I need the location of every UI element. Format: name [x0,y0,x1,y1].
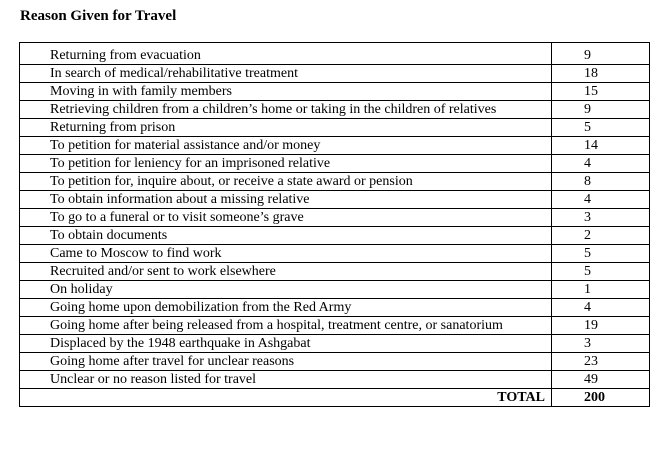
table-row [20,173,650,191]
reason-cell: Going home after travel for unclear reasons [20,353,552,371]
reason-cell: To go to a funeral or to visit someone’s grave [20,209,552,227]
count-cell: 3 [552,209,650,227]
table-row [20,43,650,65]
count-cell: 1 [552,281,650,299]
table-row [20,137,650,155]
table-row [20,65,650,83]
table-row [20,281,650,299]
reason-cell: Moving in with family members [20,83,552,101]
total-count: 200 [552,389,650,407]
reason-cell: Came to Moscow to find work [20,245,552,263]
count-cell: 4 [552,191,650,209]
reason-cell: Retrieving children from a children’s home or taking in the children of relatives [20,101,552,119]
reason-cell: Going home upon demobilization from the Red Army [20,299,552,317]
count-cell: 15 [552,83,650,101]
reason-cell: To petition for leniency for an imprisoned relative [20,155,552,173]
travel-reasons-table [19,42,650,407]
count-cell: 19 [552,317,650,335]
reason-cell: To obtain information about a missing relative [20,191,552,209]
reason-cell: Going home after being released from a hospital, treatment centre, or sanatorium [20,317,552,335]
count-cell: 5 [552,119,650,137]
count-cell: 5 [552,263,650,281]
table-row [20,119,650,137]
table-row [20,155,650,173]
count-cell: 8 [552,173,650,191]
count-cell: 9 [552,43,650,65]
reason-cell: Displaced by the 1948 earthquake in Ashgabat [20,335,552,353]
page-title: Reason Given for Travel [20,8,177,24]
table-row [20,263,650,281]
total-row [20,389,650,407]
reason-cell: To petition for, inquire about, or receive a state award or pension [20,173,552,191]
table-row [20,101,650,119]
table-row [20,353,650,371]
count-cell: 14 [552,137,650,155]
count-cell: 18 [552,65,650,83]
reason-cell: To petition for material assistance and/or money [20,137,552,155]
reason-cell: Recruited and/or sent to work elsewhere [20,263,552,281]
reason-cell: On holiday [20,281,552,299]
total-label: TOTAL [20,389,552,407]
count-cell: 49 [552,371,650,389]
reason-cell: In search of medical/rehabilitative treatment [20,65,552,83]
count-cell: 5 [552,245,650,263]
table-row [20,371,650,389]
table-row [20,209,650,227]
table-row [20,299,650,317]
reason-cell: Returning from evacuation [20,43,552,65]
table-row [20,191,650,209]
table-row [20,83,650,101]
travel-reasons-body [20,43,650,407]
reason-cell: Returning from prison [20,119,552,137]
table-row [20,245,650,263]
reason-cell: To obtain documents [20,227,552,245]
count-cell: 4 [552,299,650,317]
table-row [20,317,650,335]
table-row [20,335,650,353]
count-cell: 4 [552,155,650,173]
table-row [20,227,650,245]
count-cell: 3 [552,335,650,353]
count-cell: 23 [552,353,650,371]
reason-cell: Unclear or no reason listed for travel [20,371,552,389]
count-cell: 2 [552,227,650,245]
count-cell: 9 [552,101,650,119]
